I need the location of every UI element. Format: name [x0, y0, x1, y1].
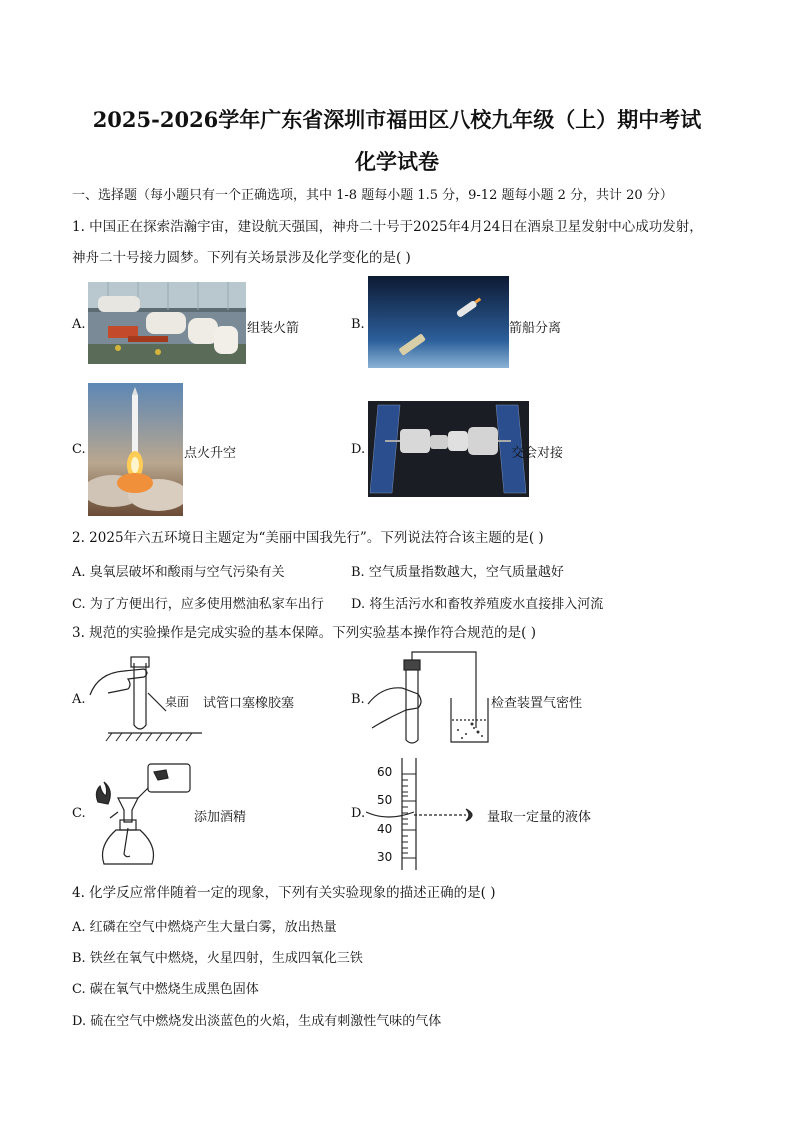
rocket-assembly-image	[88, 282, 246, 364]
q2-option-c: C. 为了方便出行，应多使用燃油私家车出行	[72, 597, 324, 612]
q4-stem: 4. 化学反应常伴随着一定的现象，下列有关实验现象的描述正确的是( )	[72, 885, 496, 901]
cylinder-scale-40: 40	[377, 822, 393, 836]
q3-option-b-text: 检查装置气密性	[491, 696, 583, 711]
q4-option-b: B. 铁丝在氧气中燃烧，火星四射，生成四氧化三铁	[72, 951, 363, 966]
q3-option-c-text: 添加酒精	[194, 810, 247, 825]
q4-option-a: A. 红磷在空气中燃烧产生大量白雾，放出热量	[72, 920, 337, 935]
q3-option-a-text: 试管口塞橡胶塞	[203, 696, 295, 711]
section-heading: 一、选择题（每小题只有一个正确选项，其中 1-8 题每小题 1.5 分，9-12 题每小题 2 分，共计 20 分）	[72, 188, 673, 203]
q1-stem-line1: 1. 中国正在探索浩瀚宇宙，建设航天强国，神舟二十号于2025年4月24日在酒泉卫星发射中心成功发射，	[72, 219, 703, 235]
airtightness-diagram	[366, 648, 492, 748]
q1-option-b-letter: B.	[351, 317, 365, 332]
q1-option-c-text: 点火升空	[184, 446, 237, 461]
cylinder-scale-60: 60	[377, 765, 393, 779]
exam-subtitle: 化学试卷	[355, 149, 439, 174]
q3-option-c-letter: C.	[72, 806, 86, 821]
q3-option-d-letter: D.	[351, 806, 366, 821]
q3-option-a-letter: A.	[72, 692, 86, 707]
q3-option-d-text: 量取一定量的液体	[487, 810, 592, 825]
alcohol-lamp-diagram	[88, 758, 198, 873]
docking-image	[368, 401, 529, 497]
q2-option-a: A. 臭氧层破坏和酸雨与空气污染有关	[72, 565, 285, 580]
q2-option-b: B. 空气质量指数越大，空气质量越好	[351, 565, 564, 580]
q2-option-d: D. 将生活污水和畜牧养殖废水直接排入河流	[351, 597, 604, 612]
exam-title: 2025-2026学年广东省深圳市福田区八校九年级（上）期中考试	[92, 107, 702, 132]
q1-option-b-text: 箭船分离	[509, 321, 562, 336]
q1-option-d-letter: D.	[351, 442, 366, 457]
q3-stem: 3. 规范的实验操作是完成实验的基本保障。下列实验基本操作符合规范的是( )	[72, 625, 536, 641]
q1-option-a-letter: A.	[72, 317, 86, 332]
q1-option-a-text: 组装火箭	[247, 321, 300, 336]
q3-option-a-desk-label: 桌面	[165, 695, 190, 709]
q1-option-d-text: 交会对接	[511, 446, 564, 461]
cylinder-scale-30: 30	[377, 850, 393, 864]
q4-option-d: D. 硫在空气中燃烧发出淡蓝色的火焰，生成有刺激性气味的气体	[72, 1014, 442, 1029]
q2-stem: 2. 2025年六五环境日主题定为“美丽中国我先行”。下列说法符合该主题的是( )	[72, 530, 544, 546]
q1-option-c-letter: C.	[72, 442, 86, 457]
launch-image	[88, 383, 183, 516]
q3-option-b-letter: B.	[351, 692, 365, 707]
q1-stem-line2: 神舟二十号接力圆梦。下列有关场景涉及化学变化的是( )	[72, 250, 411, 266]
cylinder-scale-50: 50	[377, 793, 393, 807]
q4-option-c: C. 碳在氧气中燃烧生成黑色固体	[72, 982, 259, 997]
separation-image	[368, 276, 509, 368]
